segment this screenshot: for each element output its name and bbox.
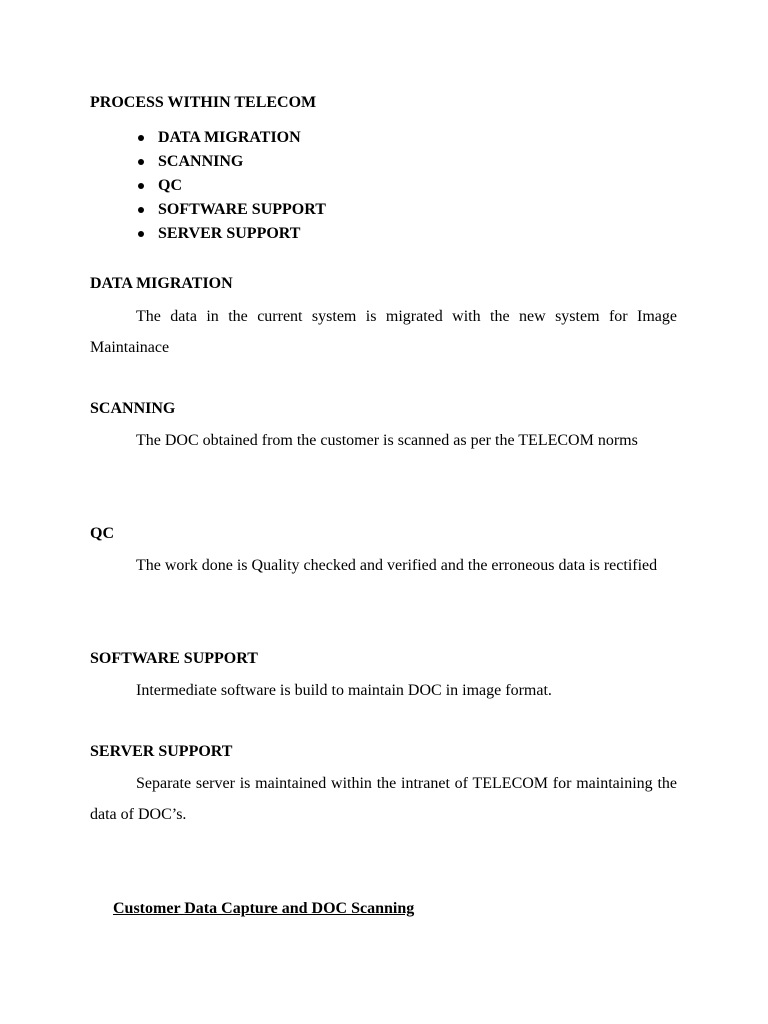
section-text-qc: The work done is Quality checked and verified and the erroneous data is rectified (136, 557, 658, 574)
section-heading-software-support: SOFTWARE SUPPORT (90, 650, 258, 667)
bullet-icon (138, 159, 144, 165)
list-item (136, 222, 326, 246)
list-item (136, 198, 326, 222)
bullet-icon (138, 183, 144, 189)
list-item-label: DATA MIGRATION (158, 129, 301, 146)
footer-title: Customer Data Capture and DOC Scanning (113, 900, 415, 917)
section-text-data-migration: The data in the current system is migrated with the new system for Image Maintainace (90, 308, 677, 356)
list-item (136, 150, 326, 174)
list-item-label: QC (158, 177, 182, 194)
bullet-icon (138, 231, 144, 237)
section-text-server-support: Separate server is maintained within the intranet of TELECOM for maintaining the data of DOC’s. (90, 775, 677, 823)
section-heading-scanning: SCANNING (90, 400, 176, 417)
section-heading-data-migration: DATA MIGRATION (90, 275, 233, 292)
section-heading-server-support: SERVER SUPPORT (90, 743, 233, 760)
bullet-icon (138, 207, 144, 213)
section-text-scanning: The DOC obtained from the customer is scanned as per the TELECOM norms (136, 432, 638, 449)
list-item-label: SCANNING (158, 153, 244, 170)
list-item (136, 126, 326, 150)
list-item-label: SERVER SUPPORT (158, 225, 301, 242)
page-title: PROCESS WITHIN TELECOM (90, 94, 317, 111)
section-text-software-support: Intermediate software is build to maintain DOC in image format. (136, 682, 552, 699)
process-list (136, 126, 326, 246)
list-item (136, 174, 326, 198)
section-heading-qc: QC (90, 525, 114, 542)
list-item-label: SOFTWARE SUPPORT (158, 201, 326, 218)
bullet-icon (138, 135, 144, 141)
